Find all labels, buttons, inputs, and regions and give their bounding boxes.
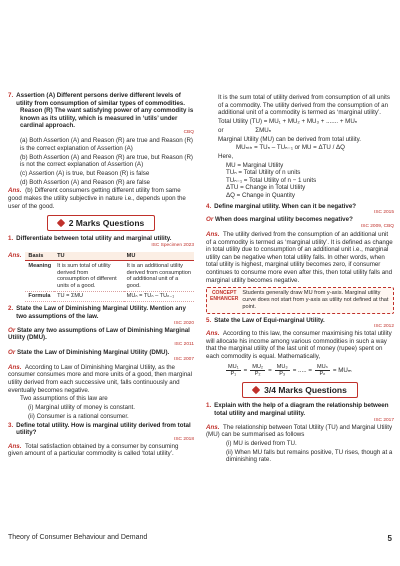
point-item: (ii) When MU falls but remains positive, TU rises, though at a diminishing rate. xyxy=(226,448,393,464)
table-cell: TU = ΣMU xyxy=(54,291,124,302)
question-tag: CBQ xyxy=(183,129,194,135)
question-number: 1. xyxy=(206,402,212,410)
table-header: Basis xyxy=(25,252,54,261)
symbol-item: TUₙ = Total Utility of n units xyxy=(226,169,301,177)
fraction: $\frac{\text{MU₃}}{\text{P₃}}$ xyxy=(276,363,288,377)
question-2 xyxy=(8,305,194,320)
continued-text: It is the sum total of utility derived from consumption of all units of a commodity. The utility derived from the consumption of an additional unit of a commodity is termed as ‘marginal utility’. xyxy=(218,94,390,117)
option-d: (d) Both Assertion (A) and Reason (R) are false xyxy=(20,178,150,186)
answer-label: Ans. xyxy=(8,187,22,195)
symbol-list xyxy=(206,162,394,200)
question-text: State the Law of Equi-marginal Utility. xyxy=(214,316,325,324)
table-header-row xyxy=(25,252,194,261)
section-heading-2-marks xyxy=(8,215,194,231)
question-tag: ISC 2017 xyxy=(373,417,394,423)
section-heading-34-marks xyxy=(206,382,394,398)
mu-intro: Marginal Utility (MU) can be derived from total utility. xyxy=(218,135,361,143)
right-column xyxy=(206,94,394,465)
left-column xyxy=(8,92,194,459)
fraction: $\frac{\text{MU₂}}{\text{P₂}}$ xyxy=(252,363,264,377)
tu-formula: Total Utility (TU) = MU₁ + MU₂ + MU₃ + ....... + MUₙ xyxy=(218,117,358,125)
page-number: 5 xyxy=(387,534,392,543)
answer-text: According to this law, the consumer maximising his total utility will allocate his income among various commodities in such a way that the marginal utility of the last unit of money (rupee) spent on each commodity is equal. Mathematically, xyxy=(206,330,392,360)
symbol-item: MU = Marginal Utility xyxy=(226,161,284,169)
or-question: Or When does marginal utility becomes negative? ISC 2009, CBQ xyxy=(206,216,394,229)
option-c: (c) Assertion (A) is true, but Reason (R) is false xyxy=(20,169,150,177)
question-tag: ISC 2020 xyxy=(173,320,194,326)
question-tag: ISC Specimen 2023 xyxy=(151,242,194,248)
mu-formula: MUₙₜₕ = TUₙ – TUₙ₋₁ or MU = ΔTU / ΔQ xyxy=(236,144,345,152)
answer-label: Ans. xyxy=(206,231,220,239)
answer-2 xyxy=(8,364,194,394)
symbol-item: TUₙ₋₁ = Total Utility of n − 1 units xyxy=(226,176,317,184)
question-number: 1. xyxy=(8,235,14,243)
table-cell: It is sum total of utility derived from consumption of different units of a good. xyxy=(54,261,124,291)
table-cell: MUₙ = TUₙ – TUₙ₋₁ xyxy=(124,291,194,302)
answer-1b xyxy=(206,424,394,439)
option-b: (b) Both Assertion (A) and Reason (R) are true, but Reason (R) is not the correct explanation of Assertion (A) xyxy=(20,153,193,169)
here-label: Here, xyxy=(218,152,234,160)
question-number: 3. xyxy=(8,421,14,429)
fraction: $\frac{\text{MU₁}}{\text{P₁}}$ xyxy=(228,363,239,377)
question-text: State the Law of Diminishing Marginal Utility. Mention any two assumptions of the law. xyxy=(16,305,186,320)
question-tag: ISC 2015 xyxy=(373,210,394,216)
question-text: Assertion (A) Different persons derive different levels of utility from consumption of similar types of commodities. xyxy=(16,92,185,107)
question-tag: ISC 2009, CBQ xyxy=(360,223,394,229)
question-text: Define marginal utility. When can it be negative? xyxy=(214,202,357,210)
answer-7 xyxy=(8,187,194,210)
question-tag: ISC 2018 xyxy=(173,436,194,442)
option-a: (a) Both Assertion (A) and Reason (R) are true and Reason (R) is the correct explanation of Assertion (A) xyxy=(20,137,193,152)
question-5 xyxy=(206,317,394,325)
question-tag: ISC 2011 xyxy=(174,341,194,347)
question-text: Differentiate between total utility and marginal utility. xyxy=(16,235,172,243)
or-question: Or State the Law of Diminishing Marginal Utility (DMU). ISC 2007 xyxy=(8,348,194,362)
question-text: Explain with the help of a diagram the relationship between total utility and marginal utility. xyxy=(214,402,389,417)
question-7 xyxy=(8,92,194,107)
table-row xyxy=(25,261,194,291)
question-4 xyxy=(206,203,394,211)
assumption-item: (i) Marginal utility of money is constant. xyxy=(28,404,135,412)
answer-text: The relationship between Total Utility (TU) and Marginal Utility (MU) can be summarised as follows xyxy=(206,423,393,439)
question-1b xyxy=(206,402,394,417)
section-bullet-icon xyxy=(56,219,64,227)
section-bullet-icon xyxy=(252,386,260,394)
question-number: 7. xyxy=(8,92,14,99)
answer-4 xyxy=(206,231,394,284)
assumptions-intro: Two assumptions of this law are xyxy=(20,395,108,403)
answer-text: According to Law of Diminishing Marginal Utility, as the consumer consumes more and more units of a good, then marginal utility derived from each successive unit, falls continuously and eventually becomes negative. xyxy=(8,363,193,394)
question-tag: ISC 2012 xyxy=(373,324,394,330)
answer-text: Total satisfaction obtained by a consumer by consuming given amount of a particular commodity is called ‘total utility’. xyxy=(8,442,179,458)
answer-1 xyxy=(8,249,194,306)
page-footer xyxy=(8,534,392,543)
or-question: Or State any two assumptions of Law of Diminishing Marginal Utility (DMU). ISC 2011 xyxy=(8,326,194,347)
concept-badge: CONCEPT ENHANCER xyxy=(210,290,239,303)
answer-label: Ans. xyxy=(8,363,22,371)
answer-label: Ans. xyxy=(8,251,22,259)
answer-label: Ans. xyxy=(206,423,220,431)
answer-5 xyxy=(206,330,394,360)
concept-text: Students generally draw MU from y-axis. Marginal utility curve does not start from y-axis as utility not defined at that point. xyxy=(242,290,389,310)
answer-label: Ans. xyxy=(8,442,22,450)
answer-text: The utility derived from the consumption of an additional unit of a commodity is termed as ‘marginal utility’. It is defined as change in total utility due to consumption of an additional unit i.e., marginal utility can be negative when total utility falls. In other words, when total utility is highest, marginal utility becomes zero, if consumer continues to consume more even after this, then total utility falls and marginal utility becomes negative. xyxy=(206,231,393,284)
answer-3 xyxy=(8,443,194,458)
question-number: 5. xyxy=(206,316,212,324)
reason-text: Reason (R) The want satisfying power of any commodity is known as its utility, which is measured in ‘utils’ under cardinal approach. CBQ xyxy=(20,107,194,135)
answer-label: Ans. xyxy=(206,330,220,338)
section-title: 2 Marks Questions xyxy=(68,218,145,229)
tu-formula-alt: or ΣMUₙ xyxy=(218,126,272,134)
assumption-item: (ii) Consumer is a rational consumer. xyxy=(28,412,129,420)
tu-mu-table xyxy=(25,252,194,303)
answer-text: (b) Different consumers getting different utility from same good makes the utility subjective in nature i.e., depends upon the user of the good. xyxy=(8,187,186,210)
equi-marginal-equation: $\frac{\text{MU₁}}{\text{P₁}}$ = $\frac{\text{MU₂}}{\text{P₂}}$ = $\frac{\text{MU₃}}{\text{P₃}}$ = ..... = $\frac{\text{MUₙ}}{\text{Pₙ}}$ = MUₘ xyxy=(228,363,352,377)
point-item: (i) MU is derived from TU. xyxy=(226,439,297,447)
question-text: Define total utility. How is marginal utility derived from total utility? xyxy=(16,421,191,437)
question-number: 2. xyxy=(8,305,14,313)
table-header: TU xyxy=(54,252,124,261)
symbol-item: ΔQ = Change in Quantity xyxy=(226,192,295,200)
concept-enhancer-box xyxy=(206,287,394,313)
fraction: $\frac{\text{MUₙ}}{\text{Pₙ}}$ xyxy=(316,363,328,377)
table-header: MU xyxy=(124,252,194,261)
question-tag: ISC 2007 xyxy=(173,356,194,362)
table-cell: Formula xyxy=(25,291,54,302)
table-row xyxy=(25,291,194,302)
question-3 xyxy=(8,422,194,437)
footer-title: Theory of Consumer Behaviour and Demand xyxy=(8,534,148,541)
table-cell: It is an additional utility derived from consumption of additional unit of a good. xyxy=(124,261,194,291)
table-cell: Meaning xyxy=(25,261,54,291)
symbol-item: ΔTU = Change in Total Utility xyxy=(226,184,306,192)
question-number: 4. xyxy=(206,202,212,210)
section-title: 3/4 Marks Questions xyxy=(264,385,347,396)
question-1 xyxy=(8,235,194,243)
